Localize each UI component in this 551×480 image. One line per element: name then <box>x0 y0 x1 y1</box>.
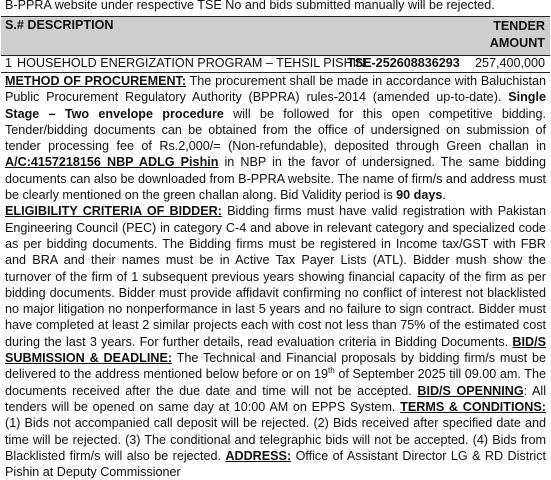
column-tender-amount-line1: TENDER <box>493 19 545 33</box>
submission-date-suffix: th <box>328 366 335 376</box>
header-line: B-PPRA website under respective TSE No and bids submitted manually will be rejected. <box>5 0 495 12</box>
table-header <box>1 16 550 56</box>
address-text: Office of Assistant Director LG & RD District Pishin at Deputy Commissioner <box>5 448 546 480</box>
column-tender-amount-line2: AMOUNT <box>489 36 545 50</box>
column-tender-amount <box>490 18 545 52</box>
eligibility-text: Bidding firms must have valid registration with Pakistan Engineering Council (PEC) in category C-4 and above in relevant category and specialized code as per bidding documents. The Bidding firms must be registered in Income tax/GST with FBR and BRA and their names must be in Active Tax Payer Lists (ATL). Bidder mush show the turnover of the firm of 1 subsequent previous years showing financial capacity of the firm as per bidding documents. Bidder must provide affidavit confirming no conflict of interest not blacklisted no major litigation no nonperformance in last 5 years and no failure to sign contract. Bidder must have completed at least 2 similar projects each with cost not less than 75% of the estimated cost during the last 3 years. For further details, read evaluation criteria in Bidding Documents. <box>5 204 546 349</box>
validity-period: 90 days <box>396 188 443 203</box>
row-serial: 1 <box>5 56 13 70</box>
submission-text-1: The Technical and Financial proposals by bidding firm/s must be delivered to the address mentioned below before or on 19 <box>5 351 546 382</box>
method-bold-1: Single Stage – Two envelope procedure <box>5 90 546 121</box>
row-description: HOUSEHOLD ENERGIZATION PROGRAM – TEHSIL PISHIN <box>17 56 366 70</box>
submission-text-2: of September 2025 till 09.00 am. The documents received after the due date and time will not be accepted. <box>5 367 546 398</box>
eligibility-paragraph <box>5 203 546 480</box>
method-text-1: The procurement shall be made in accordance with Baluchistan Public Procurement Regulatory Authority (BPPRA) rules-2014 (amended up-to-date). <box>5 74 546 105</box>
opening-text: : All tenders will be opened on same day at 10:00 AM on EPPS System. <box>5 383 546 414</box>
column-sn-description: S.# DESCRIPTION <box>5 18 114 32</box>
eligibility-heading: ELIGIBILITY CRITERIA OF BIDDER: <box>5 204 222 219</box>
submission-heading: BID/S SUBMISSION & DEADLINE: <box>5 334 546 366</box>
row-amount: 257,400,000 <box>474 56 545 70</box>
method-text-4: . <box>442 188 446 203</box>
method-text-2: will be followed for this open competitive bidding. Tender/bidding documents can be obtained from the office of undersigned on submission of tender processing fee of Rs.2,000/= (Non-refundable), deposited through Green challan in <box>5 106 546 154</box>
row-tse-number: TSE-252608836293 <box>347 56 460 70</box>
method-heading: METHOD OF PROCUREMENT: <box>5 74 187 88</box>
account-number: A/C:4157218156 NBP ADLG Pishin <box>5 155 219 170</box>
address-heading: ADDRESS: <box>225 448 292 463</box>
opening-heading: BID/S OPENNING <box>417 383 524 398</box>
notice-body <box>5 73 546 480</box>
method-paragraph <box>5 73 546 203</box>
table-row <box>1 55 550 73</box>
terms-heading: TERMS & CONDITIONS: <box>400 399 546 414</box>
method-text-3: in NBP in the favor of undersigned. The same bidding documents can also be downloaded from B-PPRA website. The name of firm/s and address must be clearly mentioned on the green challan along. Bid Validity period is <box>5 155 546 203</box>
terms-text: (1) Bids not accompanied call deposit will be rejected. (2) Bids received after specified date and time will be rejected. (3) The conditional and telegraphic bids will not be accepted. (4) Bids from Blacklisted firm/s will also be rejected. <box>5 416 546 463</box>
